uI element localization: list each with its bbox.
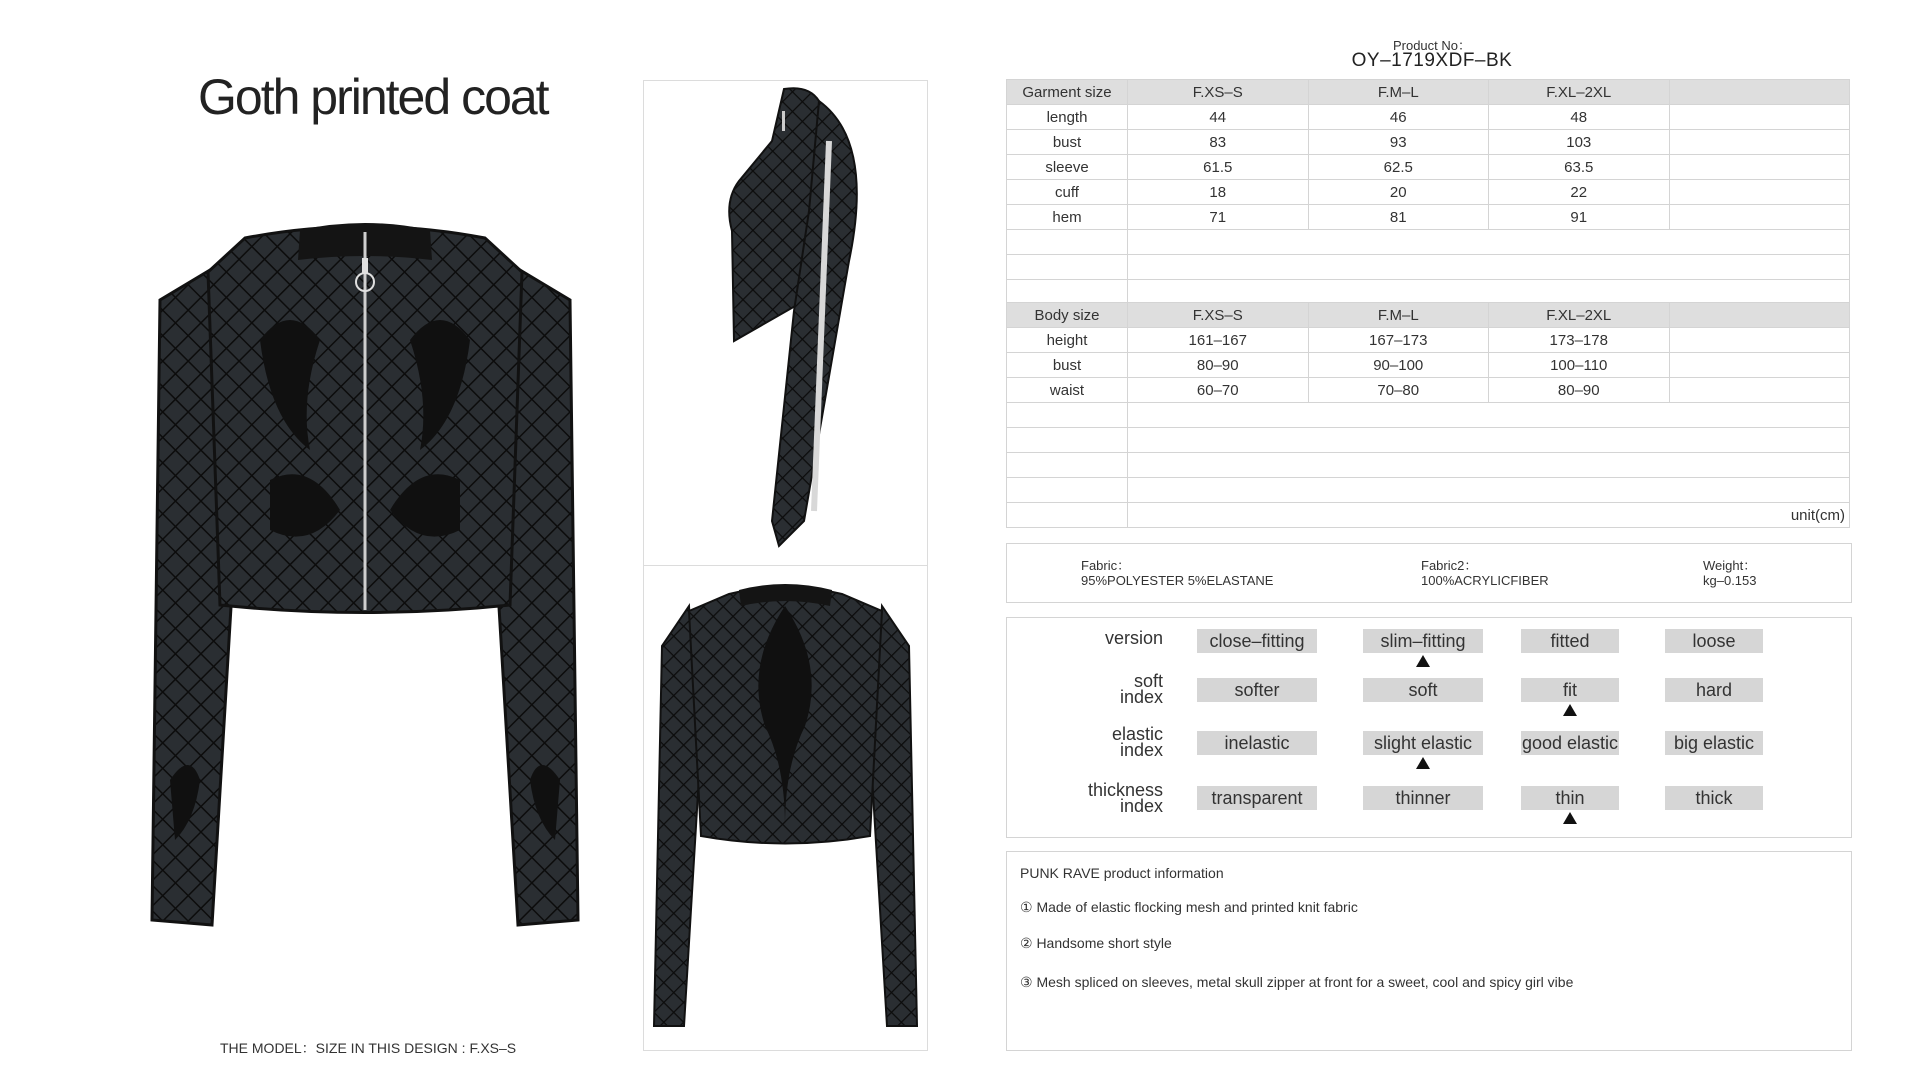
version-option: loose bbox=[1665, 629, 1763, 653]
table-cell bbox=[1669, 303, 1850, 328]
table-header-row bbox=[1007, 303, 1850, 328]
table-header-cell: Garment size bbox=[1007, 80, 1128, 105]
table-row bbox=[1007, 453, 1850, 478]
product-number-label: Product No： bbox=[1392, 38, 1472, 53]
table-cell bbox=[1007, 403, 1128, 428]
version-option: close–fitting bbox=[1197, 629, 1317, 653]
table-header-cell: Body size bbox=[1007, 303, 1128, 328]
table-cell: 173–178 bbox=[1489, 328, 1670, 353]
table-cell: 90–100 bbox=[1308, 353, 1489, 378]
product-info-heading: PUNK RAVE product information bbox=[1020, 865, 1224, 881]
table-cell bbox=[1669, 378, 1850, 403]
table-header-cell: F.XL–2XL bbox=[1489, 303, 1670, 328]
table-cell: 62.5 bbox=[1308, 155, 1489, 180]
thickness-index-label: thickness index bbox=[1087, 780, 1163, 816]
table-cell: bust bbox=[1007, 353, 1128, 378]
table-cell bbox=[1007, 230, 1128, 255]
table-cell: 44 bbox=[1128, 105, 1309, 130]
table-header-cell: F.M–L bbox=[1308, 80, 1489, 105]
table-cell bbox=[1128, 478, 1850, 503]
table-cell: 71 bbox=[1128, 205, 1309, 230]
table-cell bbox=[1128, 230, 1850, 255]
table-cell bbox=[1669, 180, 1850, 205]
table-cell: 167–173 bbox=[1308, 328, 1489, 353]
table-cell bbox=[1128, 453, 1850, 478]
table-cell: hem bbox=[1007, 205, 1128, 230]
model-size-note: THE MODEL：SIZE IN THIS DESIGN : F.XS–S bbox=[220, 1040, 517, 1056]
table-cell: 80–90 bbox=[1128, 353, 1309, 378]
product-info-box bbox=[1006, 851, 1852, 1051]
coat-back-illustration bbox=[644, 566, 927, 1050]
body-size-table bbox=[1006, 302, 1850, 528]
table-cell: 103 bbox=[1489, 130, 1670, 155]
table-cell: 22 bbox=[1489, 180, 1670, 205]
table-row bbox=[1007, 180, 1850, 205]
soft-index-option: fit bbox=[1521, 678, 1619, 702]
product-info-item: ① Made of elastic flocking mesh and printed knit fabric bbox=[1020, 899, 1358, 915]
selected-indicator-icon bbox=[1563, 704, 1577, 716]
product-info-item: ② Handsome short style bbox=[1020, 935, 1172, 951]
coat-front-illustration bbox=[150, 220, 580, 940]
table-row bbox=[1007, 130, 1850, 155]
table-cell bbox=[1669, 105, 1850, 130]
elastic-index-option: inelastic bbox=[1197, 731, 1317, 755]
soft-index-label: soft index bbox=[1119, 671, 1163, 707]
fabric-index-box bbox=[1006, 617, 1852, 838]
table-cell: 100–110 bbox=[1489, 353, 1670, 378]
table-row bbox=[1007, 328, 1850, 353]
table-cell bbox=[1669, 353, 1850, 378]
table-header-row bbox=[1007, 80, 1850, 105]
table-cell bbox=[1669, 205, 1850, 230]
selected-indicator-icon bbox=[1563, 812, 1577, 824]
fabric2-value: 100%ACRYLICFIBER bbox=[1421, 573, 1549, 588]
table-cell: 70–80 bbox=[1308, 378, 1489, 403]
table-header-cell: F.XL–2XL bbox=[1489, 80, 1670, 105]
table-row bbox=[1007, 105, 1850, 130]
table-cell bbox=[1007, 478, 1128, 503]
table-cell bbox=[1007, 503, 1128, 528]
table-header-cell: F.M–L bbox=[1308, 303, 1489, 328]
table-cell: 161–167 bbox=[1128, 328, 1309, 353]
table-header-cell: F.XS–S bbox=[1128, 303, 1309, 328]
elastic-index-option: big elastic bbox=[1665, 731, 1763, 755]
product-info-item: ③ Mesh spliced on sleeves, metal skull zipper at front for a sweet, cool and spicy girl vibe bbox=[1020, 974, 1574, 990]
table-row bbox=[1007, 428, 1850, 453]
table-cell bbox=[1669, 80, 1850, 105]
fabric1-label: Fabric： bbox=[1081, 558, 1131, 573]
weight-value: kg–0.153 bbox=[1703, 573, 1757, 588]
table-cell: 80–90 bbox=[1489, 378, 1670, 403]
soft-index-option: soft bbox=[1363, 678, 1483, 702]
table-row bbox=[1007, 255, 1850, 280]
table-row bbox=[1007, 378, 1850, 403]
soft-index-option: softer bbox=[1197, 678, 1317, 702]
thickness-index-option: transparent bbox=[1197, 786, 1317, 810]
side-view-photo bbox=[643, 80, 928, 566]
table-cell bbox=[1669, 328, 1850, 353]
table-cell: 93 bbox=[1308, 130, 1489, 155]
table-cell bbox=[1669, 155, 1850, 180]
thickness-index-option: thick bbox=[1665, 786, 1763, 810]
table-row bbox=[1007, 353, 1850, 378]
table-cell: 81 bbox=[1308, 205, 1489, 230]
back-view-photo bbox=[643, 565, 928, 1051]
table-cell bbox=[1128, 428, 1850, 453]
table-row bbox=[1007, 503, 1850, 528]
elastic-index-option: good elastic bbox=[1521, 733, 1619, 753]
table-cell: cuff bbox=[1007, 180, 1128, 205]
table-cell bbox=[1007, 255, 1128, 280]
table-row bbox=[1007, 478, 1850, 503]
table-cell: height bbox=[1007, 328, 1128, 353]
product-number: OY–1719XDF–BK bbox=[1351, 50, 1513, 71]
table-cell: sleeve bbox=[1007, 155, 1128, 180]
table-cell bbox=[1128, 255, 1850, 280]
table-cell bbox=[1128, 280, 1850, 305]
table-cell bbox=[1007, 280, 1128, 305]
thickness-index-option: thin bbox=[1521, 786, 1619, 810]
table-cell bbox=[1007, 453, 1128, 478]
version-label: version bbox=[1104, 628, 1163, 648]
table-row bbox=[1007, 403, 1850, 428]
table-cell: 18 bbox=[1128, 180, 1309, 205]
table-cell: 46 bbox=[1308, 105, 1489, 130]
table-row bbox=[1007, 230, 1850, 255]
selected-indicator-icon bbox=[1416, 757, 1430, 769]
version-option: slim–fitting bbox=[1363, 629, 1483, 653]
weight-label: Weight： bbox=[1703, 558, 1757, 573]
table-row bbox=[1007, 280, 1850, 305]
thickness-index-option: thinner bbox=[1363, 786, 1483, 810]
table-cell bbox=[1128, 403, 1850, 428]
table-cell: 20 bbox=[1308, 180, 1489, 205]
table-header-cell: F.XS–S bbox=[1128, 80, 1309, 105]
fabric-info-box bbox=[1006, 543, 1852, 603]
fabric1-value: 95%POLYESTER 5%ELASTANE bbox=[1081, 573, 1274, 588]
elastic-index-label: elastic index bbox=[1111, 724, 1163, 760]
fabric2-label: Fabric2： bbox=[1421, 558, 1478, 573]
selected-indicator-icon bbox=[1416, 655, 1430, 667]
table-cell: 48 bbox=[1489, 105, 1670, 130]
table-cell bbox=[1007, 428, 1128, 453]
garment-size-table bbox=[1006, 79, 1850, 305]
table-cell: 61.5 bbox=[1128, 155, 1309, 180]
table-cell bbox=[1669, 130, 1850, 155]
product-title: Goth printed coat bbox=[198, 69, 548, 125]
table-row bbox=[1007, 155, 1850, 180]
table-cell: length bbox=[1007, 105, 1128, 130]
version-option: fitted bbox=[1521, 629, 1619, 653]
coat-side-illustration bbox=[644, 81, 927, 565]
elastic-index-option: slight elastic bbox=[1363, 731, 1483, 755]
soft-index-option: hard bbox=[1665, 678, 1763, 702]
table-cell: 60–70 bbox=[1128, 378, 1309, 403]
table-cell: 91 bbox=[1489, 205, 1670, 230]
table-row bbox=[1007, 205, 1850, 230]
front-view-photo bbox=[150, 220, 580, 940]
unit-label: unit(cm) bbox=[1128, 503, 1850, 528]
table-cell: 83 bbox=[1128, 130, 1309, 155]
table-cell: waist bbox=[1007, 378, 1128, 403]
table-cell: 63.5 bbox=[1489, 155, 1670, 180]
table-cell: bust bbox=[1007, 130, 1128, 155]
